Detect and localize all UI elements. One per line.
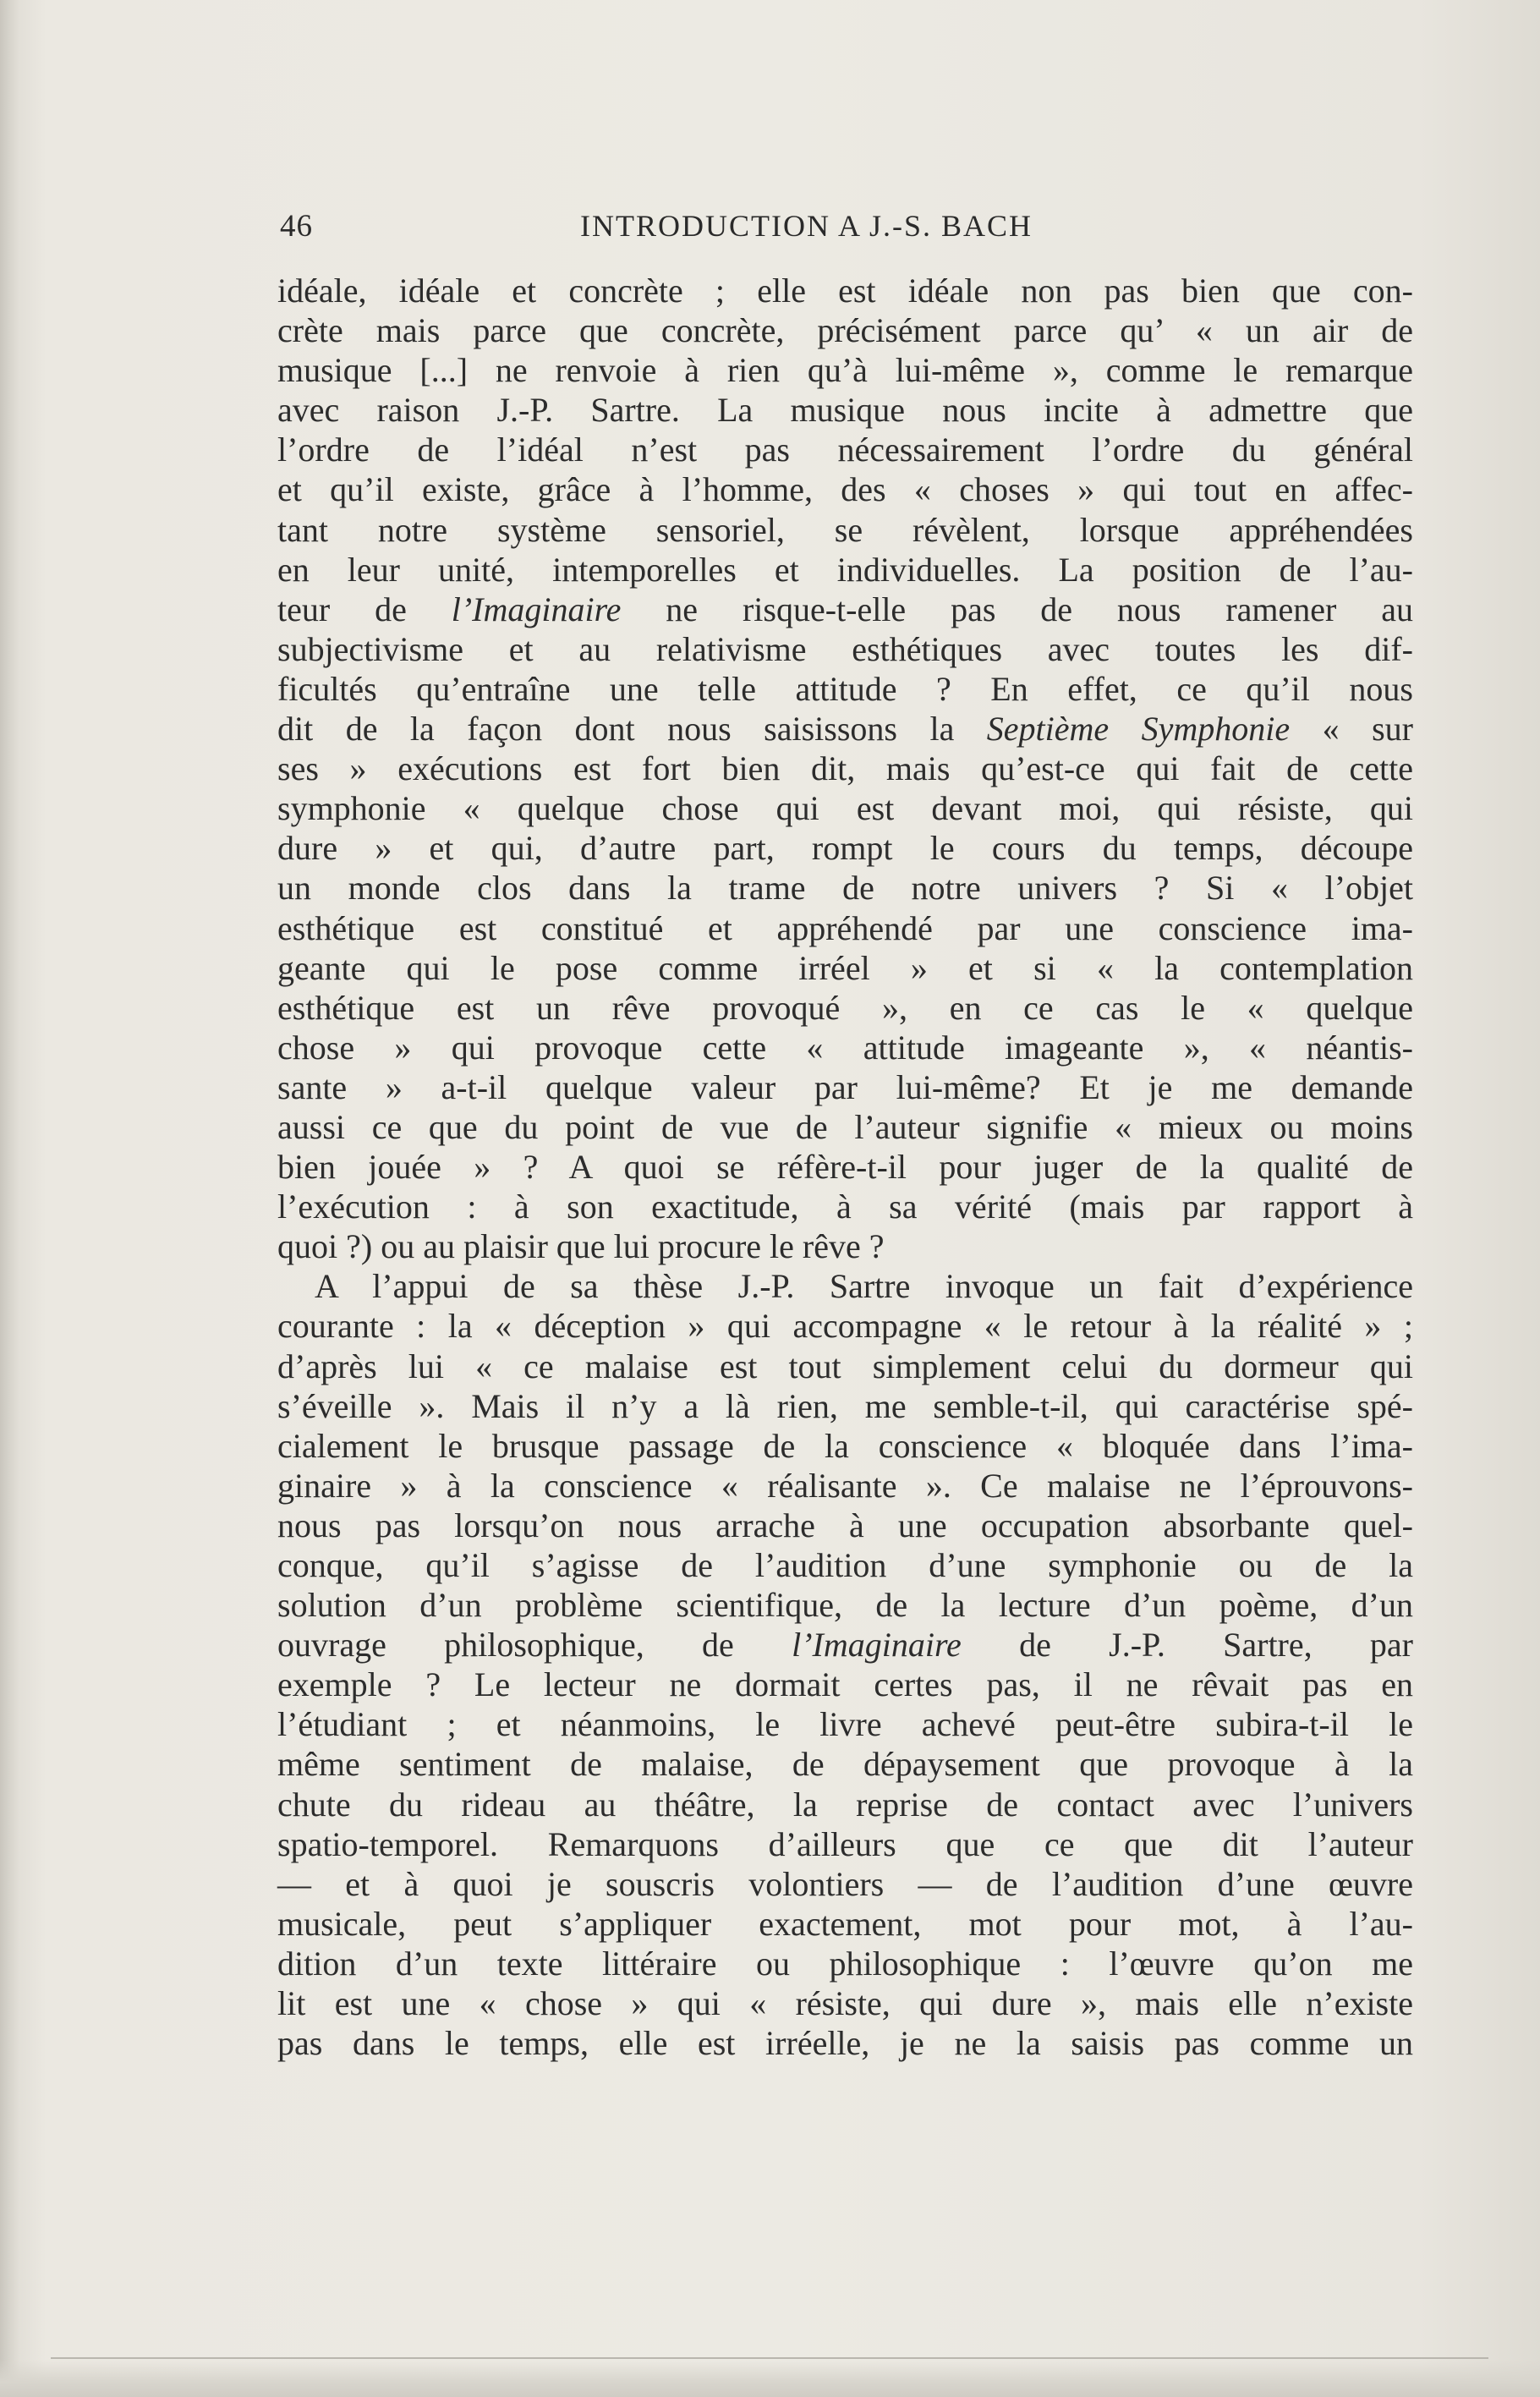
text-segment: symphonie « quelque chose qui est devant moi, qui résiste, qui	[277, 789, 1413, 828]
text-segment: subjectivisme et au relativisme esthétiques avec toutes les dif-	[277, 629, 1413, 668]
text-segment: l’étudiant ; et néanmoins, le livre achevé peut-être subira-t-il le	[277, 1705, 1413, 1744]
text-segment: un monde clos dans la trame de notre univers ? Si « l’objet	[277, 869, 1413, 908]
text-segment: ouvrage philosophique, de	[277, 1626, 792, 1665]
text-line	[277, 1386, 1413, 1426]
text-line	[277, 629, 1413, 669]
text-segment: dure » et qui, d’autre part, rompt le cours du temps, découpe	[277, 829, 1413, 868]
text-line	[277, 948, 1413, 988]
text-segment: même sentiment de malaise, de dépaysement que provoque à la	[277, 1745, 1413, 1784]
text-segment: cialement le brusque passage de la conscience « bloquée dans l’ima-	[277, 1426, 1413, 1465]
text-segment: teur de	[277, 590, 452, 628]
text-segment: quoi ?) ou au plaisir que lui procure le rêve ?	[277, 1227, 885, 1266]
text-line	[277, 1426, 1413, 1466]
text-line	[277, 1785, 1413, 1824]
text-segment: spatio-temporel. Remarquons d’ailleurs que ce que dit l’auteur	[277, 1824, 1413, 1863]
text-segment: ne risque-t-elle pas de nous ramener au	[621, 590, 1414, 628]
text-line	[277, 2023, 1413, 2063]
text-line	[277, 310, 1413, 350]
text-segment: d’après lui « ce malaise est tout simplement celui du dormeur qui	[277, 1347, 1413, 1385]
text-line	[277, 1266, 1413, 1306]
text-segment: tant notre système sensoriel, se révèlent, lorsque appréhendées	[277, 510, 1413, 549]
text-line	[277, 590, 1413, 629]
text-line	[277, 669, 1413, 709]
text-segment: et qu’il existe, grâce à l’homme, des « choses » qui tout en affec-	[277, 470, 1413, 509]
text-segment: — et à quoi je souscris volontiers — de l’audition d’une œuvre	[277, 1864, 1413, 1903]
text-segment: l’ordre de l’idéal n’est pas nécessairement l’ordre du général	[277, 431, 1413, 469]
text-line	[277, 1226, 1413, 1266]
text-segment: avec raison J.-P. Sartre. La musique nous incite à admettre que	[277, 391, 1413, 430]
text-segment: de J.-P. Sartre, par	[961, 1626, 1413, 1665]
text-segment: esthétique est constitué et appréhendé par une conscience ima-	[277, 908, 1413, 947]
text-line	[277, 1864, 1413, 1904]
text-line	[277, 1704, 1413, 1744]
text-segment: dit de la façon dont nous saisissons la	[277, 710, 987, 749]
text-segment: aussi ce que du point de vue de l’auteur signifie « mieux ou moins	[277, 1107, 1413, 1146]
text-line	[277, 1466, 1413, 1506]
text-segment: esthétique est un rêve provoqué », en ce cas le « quelque	[277, 988, 1413, 1027]
text-line	[277, 1306, 1413, 1346]
text-segment: geante qui le pose comme irréel » et si « la contemplation	[277, 948, 1413, 987]
text-segment: conque, qu’il s’agisse de l’audition d’une symphonie ou de la	[277, 1546, 1413, 1584]
text-line	[277, 988, 1413, 1028]
text-segment: « sur	[1290, 710, 1413, 749]
text-segment: chute du rideau au théâtre, la reprise de contact avec l’univers	[277, 1785, 1413, 1824]
text-segment: musique [...] ne renvoie à rien qu’à lui-même », comme le remarque	[277, 351, 1413, 390]
text-line	[277, 430, 1413, 469]
italic-title: Septième Symphonie	[986, 710, 1291, 749]
text-segment: musicale, peut s’appliquer exactement, mot pour mot, à l’au-	[277, 1904, 1413, 1943]
text-line	[277, 709, 1413, 749]
text-segment: crète mais parce que concrète, précisément parce qu’ « un air de	[277, 311, 1413, 350]
text-line	[277, 749, 1413, 788]
text-line	[277, 1665, 1413, 1704]
text-line	[277, 1506, 1413, 1545]
text-line	[277, 1107, 1413, 1147]
running-title: INTRODUCTION A J.-S. BACH	[580, 209, 1033, 243]
text-line	[277, 788, 1413, 828]
text-line	[277, 1744, 1413, 1784]
text-segment: en leur unité, intemporelles et individuelles. La position de l’au-	[277, 550, 1413, 589]
text-segment: pas dans le temps, elle est irréelle, je ne la saisis pas comme un	[277, 2024, 1413, 2063]
text-segment: exemple ? Le lecteur ne dormait certes pas, il ne rêvait pas en	[277, 1665, 1413, 1704]
text-line	[277, 908, 1413, 948]
text-segment: s’éveille ». Mais il n’y a là rien, me semble-t-il, qui caractérise spé-	[277, 1386, 1413, 1425]
text-segment: solution d’un problème scientifique, de la lecture d’un poème, d’un	[277, 1586, 1413, 1625]
text-line	[277, 271, 1413, 310]
text-segment: l’exécution : à son exactitude, à sa vérité (mais par rapport à	[277, 1188, 1413, 1226]
italic-title: l’Imaginaire	[792, 1626, 962, 1665]
page-binding-edge	[0, 0, 19, 2397]
text-segment: ficultés qu’entraîne une telle attitude ? En effet, ce qu’il nous	[277, 669, 1413, 708]
text-segment: dition d’un texte littéraire ou philosophique : l’œuvre qu’on me	[277, 1944, 1413, 1983]
text-segment: lit est une « chose » qui « résiste, qui dure », mais elle n’existe	[277, 1984, 1413, 2023]
page-header	[280, 208, 1413, 244]
text-line	[277, 1824, 1413, 1864]
page-bottom-rule	[51, 2357, 1488, 2359]
text-line	[277, 469, 1413, 509]
text-segment: chose » qui provoque cette « attitude imageante », « néantis-	[277, 1028, 1413, 1067]
text-segment: ses » exécutions est fort bien dit, mais qu’est-ce qui fait de cette	[277, 749, 1413, 788]
text-line	[277, 1625, 1413, 1665]
text-line	[277, 828, 1413, 868]
text-line	[277, 390, 1413, 430]
text-line	[277, 1028, 1413, 1067]
text-line	[277, 1545, 1413, 1585]
body-text	[277, 271, 1413, 2063]
text-line	[277, 550, 1413, 590]
text-line	[277, 350, 1413, 390]
page-number: 46	[280, 209, 313, 244]
text-segment: ginaire » à la conscience « réalisante ». Ce malaise ne l’éprouvons-	[277, 1466, 1413, 1505]
text-line	[277, 1347, 1413, 1386]
text-line	[277, 1944, 1413, 1983]
text-line	[277, 510, 1413, 550]
text-line	[277, 1067, 1413, 1107]
text-line	[277, 1585, 1413, 1625]
text-segment: A l’appui de sa thèse J.-P. Sartre invoque un fait d’expérience	[315, 1267, 1413, 1306]
text-line	[277, 1187, 1413, 1226]
text-line	[277, 1904, 1413, 1944]
text-line	[277, 868, 1413, 908]
page-bottom-edge	[0, 2360, 1540, 2397]
text-line	[277, 1983, 1413, 2023]
text-segment: sante » a-t-il quelque valeur par lui-même? Et je me demande	[277, 1067, 1413, 1106]
text-segment: bien jouée » ? A quoi se réfère-t-il pour juger de la qualité de	[277, 1148, 1413, 1187]
text-line	[277, 1147, 1413, 1187]
text-segment: courante : la « déception » qui accompagne « le retour à la réalité » ;	[277, 1307, 1413, 1346]
text-segment: idéale, idéale et concrète ; elle est idéale non pas bien que con-	[277, 272, 1413, 310]
text-segment: nous pas lorsqu’on nous arrache à une occupation absorbante quel-	[277, 1506, 1413, 1544]
italic-title: l’Imaginaire	[451, 590, 622, 628]
